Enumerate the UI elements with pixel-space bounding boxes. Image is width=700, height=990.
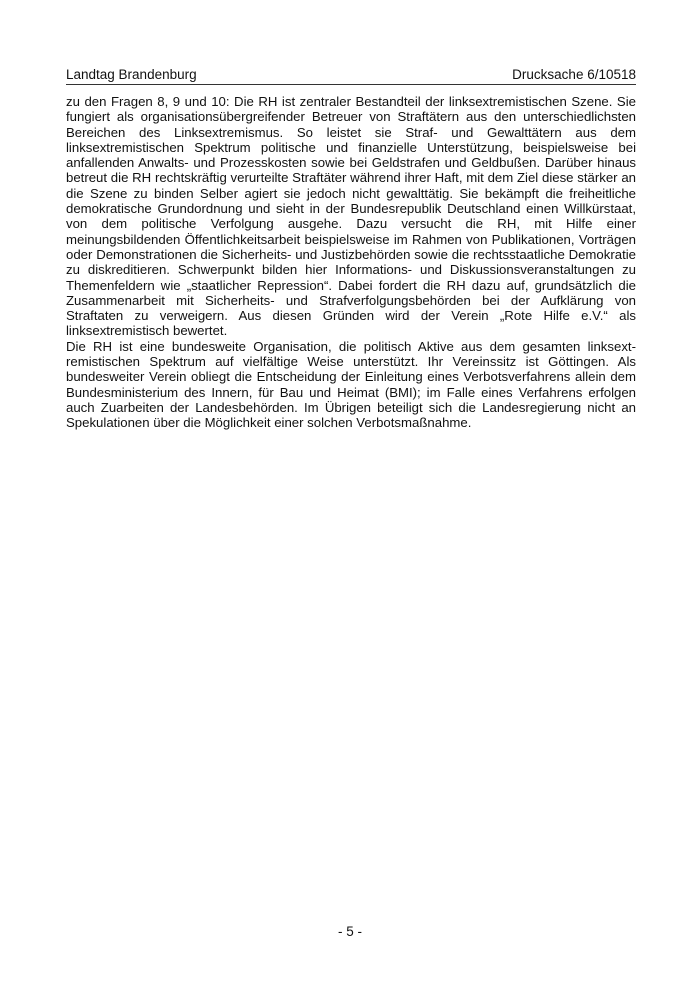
paragraph-federal-organisation: Die RH ist eine bundesweite Organisation, die politisch Aktive aus dem gesamten linksextremistischen Spektrum auf vielfältige Weise unterstützt. Ihr Vereinssitz ist Göttingen. Als bundesweiter Verein obliegt die Entscheidung der Einleitung eines Verbotsverfahrens allein dem Bundesministerium des Innern, für Bau und Heimat (BMI); im Falle eines Verfahrens erfolgen auch Zuarbeiten der Landesbehörden. Im Übrigen beteiligt sich die Landesregierung nicht an Spekulationen über die Möglichkeit einer solchen Verbotsmaßnahme. [66,338,636,431]
page-number: - 5 - [337,924,362,939]
page-header [66,66,636,85]
header-document-number: Drucksache 6/10518 [512,67,636,82]
body-text [66,94,636,431]
paragraph-answer-questions-8-9-10: zu den Fragen 8, 9 und 10: Die RH ist zentraler Bestandteil der linksextremistischen Szene. Sie fungiert als organisationsübergreifender Betreuer von Straftätern aus den unterschiedlichsten Bereichen des Linksextremismus. So leistet sie Straf- und Gewalttätern aus dem linksextremistischen Spektrum politische und finanzielle Unterstützung, beispielsweise bei anfallenden Anwalts- und Prozesskosten sowie bei Geldstrafen und Geldbußen. Darüber hinaus betreut die RH rechtskräftig verurteilte Straftäter während ihrer Haft, mit dem Ziel diese stärker an die Szene zu binden Selber agiert sie jedoch nicht gewalttätig. Sie bekämpft die freiheitliche demokratische Grundordnung und sieht in der Bundesrepublik Deutschland einen Willkürstaat, von dem politische Verfolgung ausgehe. Dazu versucht die RH, mit Hilfe einer meinungsbildenden Öffentlichkeitsarbeit beispielsweise im Rahmen von Publikationen, Vorträgen oder Demonstrationen die Sicherheits- und Justizbehörden sowie die rechtsstaatliche Demokratie zu diskreditieren. Schwerpunkt bilden hier Informations- und Diskussionsveranstaltungen zu Themenfeldern wie „staatlicher Repression“. Dabei fordert die RH dazu auf, grundsätzlich die Zusammenarbeit mit Sicherheits- und Strafverfolgungsbehörden bei der Aufklärung von Straftaten zu verweigern. Aus diesen Gründen wird der Verein „Rote Hilfe e.V.“ als linksextremistisch bewertet. [66,94,636,339]
header-parliament-name: Landtag Brandenburg [66,67,197,82]
